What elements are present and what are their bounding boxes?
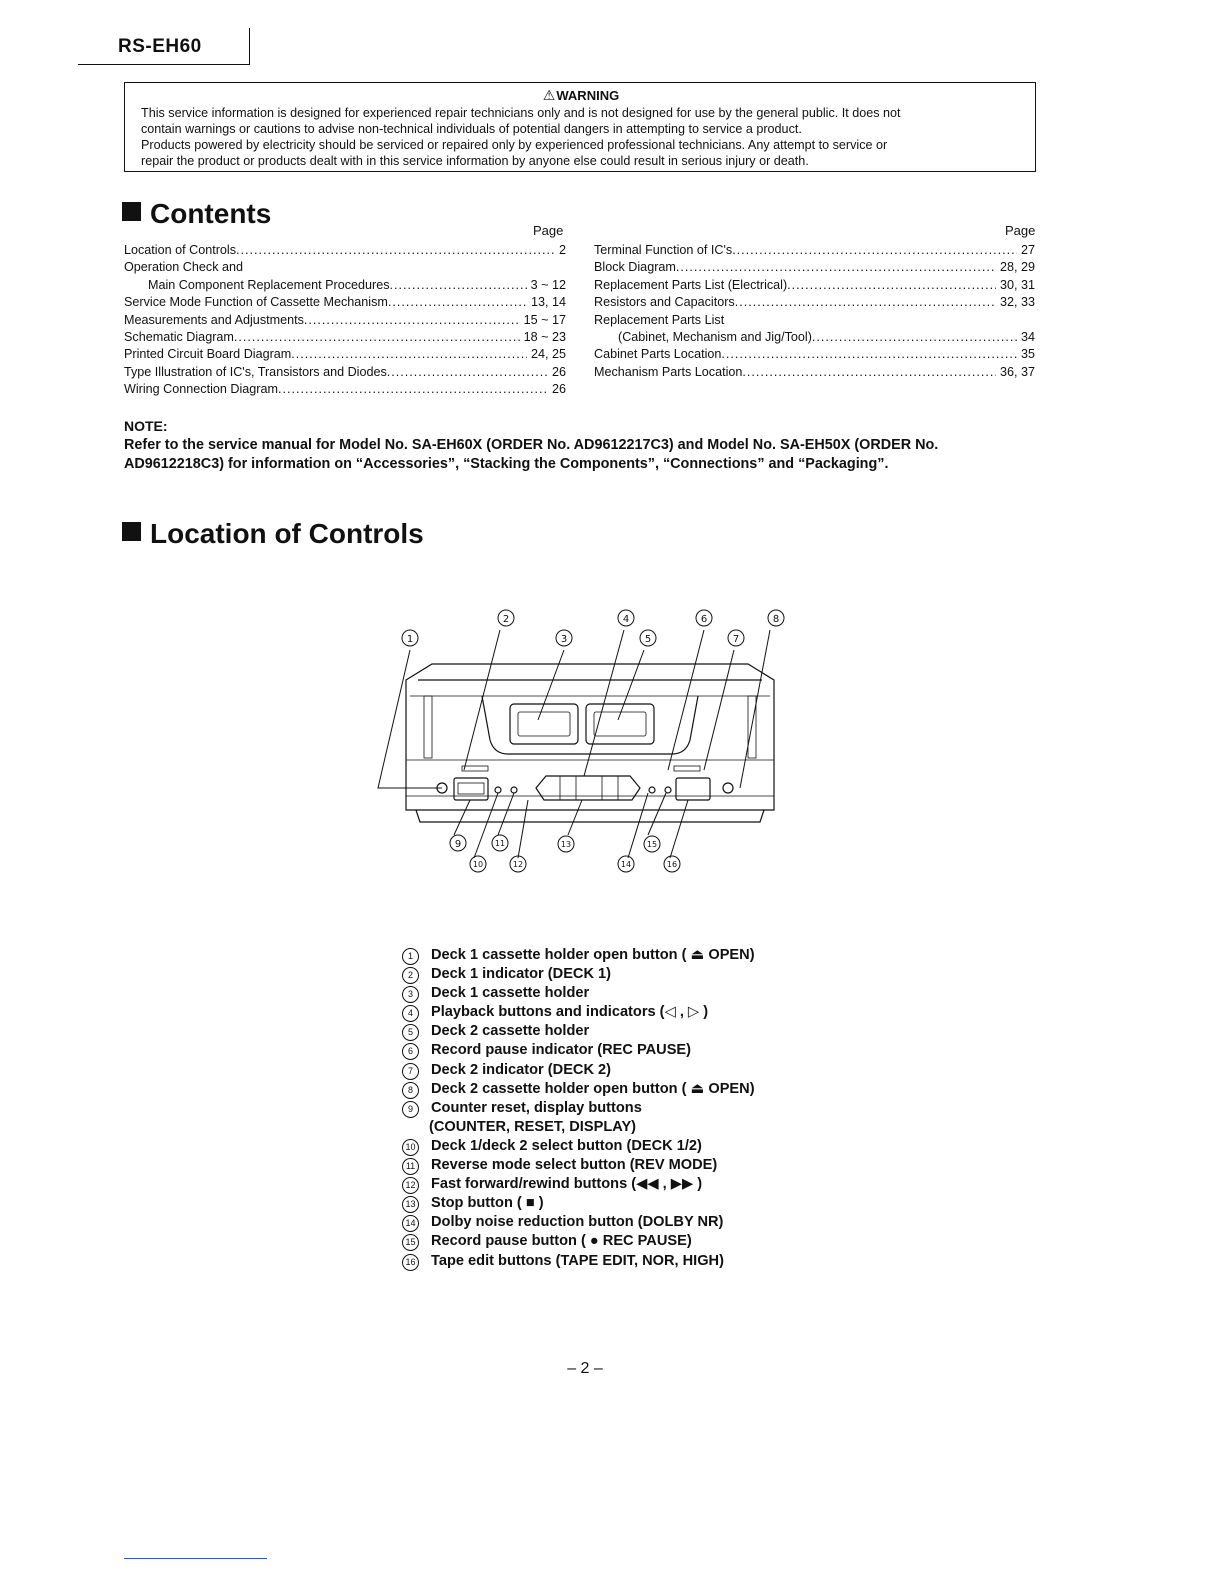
svg-text:5: 5 bbox=[644, 634, 652, 645]
warning-box bbox=[124, 82, 1036, 172]
svg-text:9: 9 bbox=[454, 839, 462, 850]
page-column-label-right: Page bbox=[1005, 223, 1036, 238]
deck1-window bbox=[518, 712, 570, 736]
toc-entry: Operation Check and bbox=[124, 260, 244, 275]
transport-controls[interactable] bbox=[536, 776, 640, 800]
warning-line-2: contain warnings or cautions to advise non-technical individuals of potential dangers in attempting to service a product. bbox=[141, 122, 802, 136]
unit-foot bbox=[416, 810, 764, 822]
location-heading bbox=[122, 518, 424, 550]
header-rule bbox=[78, 64, 250, 65]
legend-item: 8 Deck 2 cassette holder open button ( ⏏ OPEN) bbox=[402, 1080, 755, 1099]
transport-dividers bbox=[560, 776, 618, 800]
svg-text:13: 13 bbox=[560, 840, 572, 849]
toc-entry[interactable]: Resistors and Capacitors ..... 32, 33 bbox=[594, 294, 1035, 311]
warning-title: WARNING bbox=[556, 88, 620, 103]
callout-15 bbox=[644, 836, 660, 852]
toc-entry[interactable]: Measurements and Adjustments ..... 15 ~ 17 bbox=[124, 312, 566, 329]
toc-right-column bbox=[594, 242, 1035, 381]
legend-item: 7 Deck 2 indicator (DECK 2) bbox=[402, 1061, 755, 1080]
toc-entry[interactable]: Schematic Diagram ..... 18 ~ 23 bbox=[124, 329, 566, 346]
legend-item: 10 Deck 1/deck 2 select button (DECK 1/2) bbox=[402, 1137, 755, 1156]
toc-entry: Replacement Parts List bbox=[594, 312, 725, 327]
deck1-cassette-holder[interactable] bbox=[510, 704, 578, 744]
rev-mode-button[interactable] bbox=[511, 787, 517, 793]
note-text bbox=[124, 436, 1054, 474]
legend-item: 15 Record pause button ( ● REC PAUSE) bbox=[402, 1232, 755, 1251]
toc-entry[interactable]: Block Diagram ..... 28, 29 bbox=[594, 259, 1035, 276]
legend-item: 6 Record pause indicator (REC PAUSE) bbox=[402, 1041, 755, 1060]
svg-text:3: 3 bbox=[560, 634, 568, 645]
rec-pause-button[interactable] bbox=[665, 787, 671, 793]
callout-3 bbox=[556, 630, 572, 646]
callout-7 bbox=[728, 630, 744, 646]
contents-title: Contents bbox=[150, 198, 272, 229]
svg-text:7: 7 bbox=[732, 634, 740, 645]
svg-text:12: 12 bbox=[512, 860, 524, 869]
toc-entry[interactable]: Terminal Function of IC's ..... 27 bbox=[594, 242, 1035, 259]
callout-16 bbox=[664, 856, 680, 872]
svg-text:11: 11 bbox=[494, 839, 506, 848]
warning-line-1: This service information is designed for experienced repair technicians only and is not designed for use by the general public. It does not bbox=[141, 106, 901, 120]
toc-left-column bbox=[124, 242, 566, 399]
front-panel-diagram bbox=[370, 600, 810, 890]
note-label: NOTE: bbox=[124, 418, 168, 434]
dolby-nr-button[interactable] bbox=[649, 787, 655, 793]
page-number: – 2 – bbox=[567, 1360, 603, 1377]
legend-item: 3 Deck 1 cassette holder bbox=[402, 984, 755, 1003]
callout-4 bbox=[618, 610, 634, 626]
deck2-cassette-holder[interactable] bbox=[586, 704, 654, 744]
callout-2 bbox=[498, 610, 514, 626]
callout-13 bbox=[558, 836, 574, 852]
deck2-open-button[interactable] bbox=[723, 783, 733, 793]
toc-entry[interactable]: Type Illustration of IC's, Transistors and Diodes ..... 26 bbox=[124, 364, 566, 381]
callout-5 bbox=[640, 630, 656, 646]
toc-entry[interactable]: Mechanism Parts Location ..... 36, 37 bbox=[594, 364, 1035, 381]
svg-text:1: 1 bbox=[406, 634, 414, 645]
tape-edit-buttons[interactable] bbox=[676, 778, 710, 800]
callout-6 bbox=[696, 610, 712, 626]
header-divider bbox=[249, 28, 250, 65]
legend-item: 16 Tape edit buttons (TAPE EDIT, NOR, HIGH) bbox=[402, 1252, 755, 1271]
toc-entry[interactable]: Location of Controls ..... 2 bbox=[124, 242, 566, 259]
callout-11 bbox=[492, 835, 508, 851]
toc-entry[interactable]: (Cabinet, Mechanism and Jig/Tool) ..... 34 bbox=[594, 329, 1035, 346]
unit-left-trim bbox=[424, 696, 432, 758]
legend-item: 2 Deck 1 indicator (DECK 1) bbox=[402, 965, 755, 984]
callout-9 bbox=[450, 835, 466, 851]
footer-rule bbox=[124, 1558, 267, 1559]
callout-14 bbox=[618, 856, 634, 872]
note-line-1: Refer to the service manual for Model No. SA-EH60X (ORDER No. AD9612217C3) and Model No. SA-EH50X (ORDER No. bbox=[124, 437, 939, 453]
svg-text:10: 10 bbox=[472, 860, 484, 869]
toc-entry[interactable]: Replacement Parts List (Electrical) ..... 30, 31 bbox=[594, 277, 1035, 294]
warning-heading bbox=[141, 87, 1021, 104]
deck2-indicator bbox=[674, 766, 700, 771]
square-bullet-icon bbox=[122, 202, 141, 221]
callout-8 bbox=[768, 610, 784, 626]
svg-text:16: 16 bbox=[666, 860, 678, 869]
warning-line-4: repair the product or products dealt with in this service information by anyone else could result in serious injury or death. bbox=[141, 154, 809, 168]
legend-item: 13 Stop button ( ■ ) bbox=[402, 1194, 755, 1213]
model-number: RS-EH60 bbox=[118, 36, 202, 57]
location-title: Location of Controls bbox=[150, 518, 424, 549]
svg-text:4: 4 bbox=[622, 614, 630, 625]
page-column-label-left: Page bbox=[533, 223, 564, 238]
svg-text:6: 6 bbox=[700, 614, 708, 625]
controls-legend bbox=[402, 946, 755, 1271]
toc-entry[interactable]: Wiring Connection Diagram ..... 26 bbox=[124, 381, 566, 398]
svg-text:15: 15 bbox=[646, 840, 658, 849]
callout-12 bbox=[510, 856, 526, 872]
counter-display bbox=[458, 783, 484, 794]
callout-10 bbox=[470, 856, 486, 872]
counter-display-buttons[interactable] bbox=[454, 778, 488, 800]
legend-item: 9 Counter reset, display buttons bbox=[402, 1099, 755, 1118]
legend-item: (COUNTER, RESET, DISPLAY) bbox=[429, 1118, 637, 1135]
svg-text:2: 2 bbox=[502, 614, 510, 625]
toc-entry[interactable]: Main Component Replacement Procedures ..... 3 ~ 12 bbox=[124, 277, 566, 294]
square-bullet-icon bbox=[122, 522, 141, 541]
legend-item: 12 Fast forward/rewind buttons (◀◀ , ▶▶ ) bbox=[402, 1175, 755, 1194]
contents-heading bbox=[122, 198, 271, 230]
legend-item: 14 Dolby noise reduction button (DOLBY NR) bbox=[402, 1213, 755, 1232]
toc-entry[interactable]: Cabinet Parts Location ..... 35 bbox=[594, 346, 1035, 363]
callout-markers bbox=[402, 610, 784, 872]
toc-entry[interactable]: Printed Circuit Board Diagram ..... 24, 25 bbox=[124, 346, 566, 363]
deck1-indicator bbox=[462, 766, 488, 771]
toc-entry[interactable]: Service Mode Function of Cassette Mechanism ..... 13, 14 bbox=[124, 294, 566, 311]
svg-text:8: 8 bbox=[772, 614, 780, 625]
svg-text:14: 14 bbox=[620, 860, 632, 869]
cassette-bay bbox=[482, 696, 698, 754]
legend-item: 1 Deck 1 cassette holder open button ( ⏏ OPEN) bbox=[402, 946, 755, 965]
callout-1 bbox=[402, 630, 418, 646]
deck-select-button[interactable] bbox=[495, 787, 501, 793]
warning-line-3: Products powered by electricity should be serviced or repaired only by experienced professional technicians. Any attempt to service or bbox=[141, 138, 888, 152]
warning-triangle-icon: ⚠ bbox=[542, 87, 556, 103]
legend-item: 11 Reverse mode select button (REV MODE) bbox=[402, 1156, 755, 1175]
legend-item: 4 Playback buttons and indicators (◁ , ▷ ) bbox=[402, 1003, 755, 1022]
note-line-2: AD9612218C3) for information on “Accessories”, “Stacking the Components”, “Connections” and “Packaging”. bbox=[124, 456, 889, 472]
legend-item: 5 Deck 2 cassette holder bbox=[402, 1022, 755, 1041]
unit-body-outline bbox=[406, 664, 774, 810]
